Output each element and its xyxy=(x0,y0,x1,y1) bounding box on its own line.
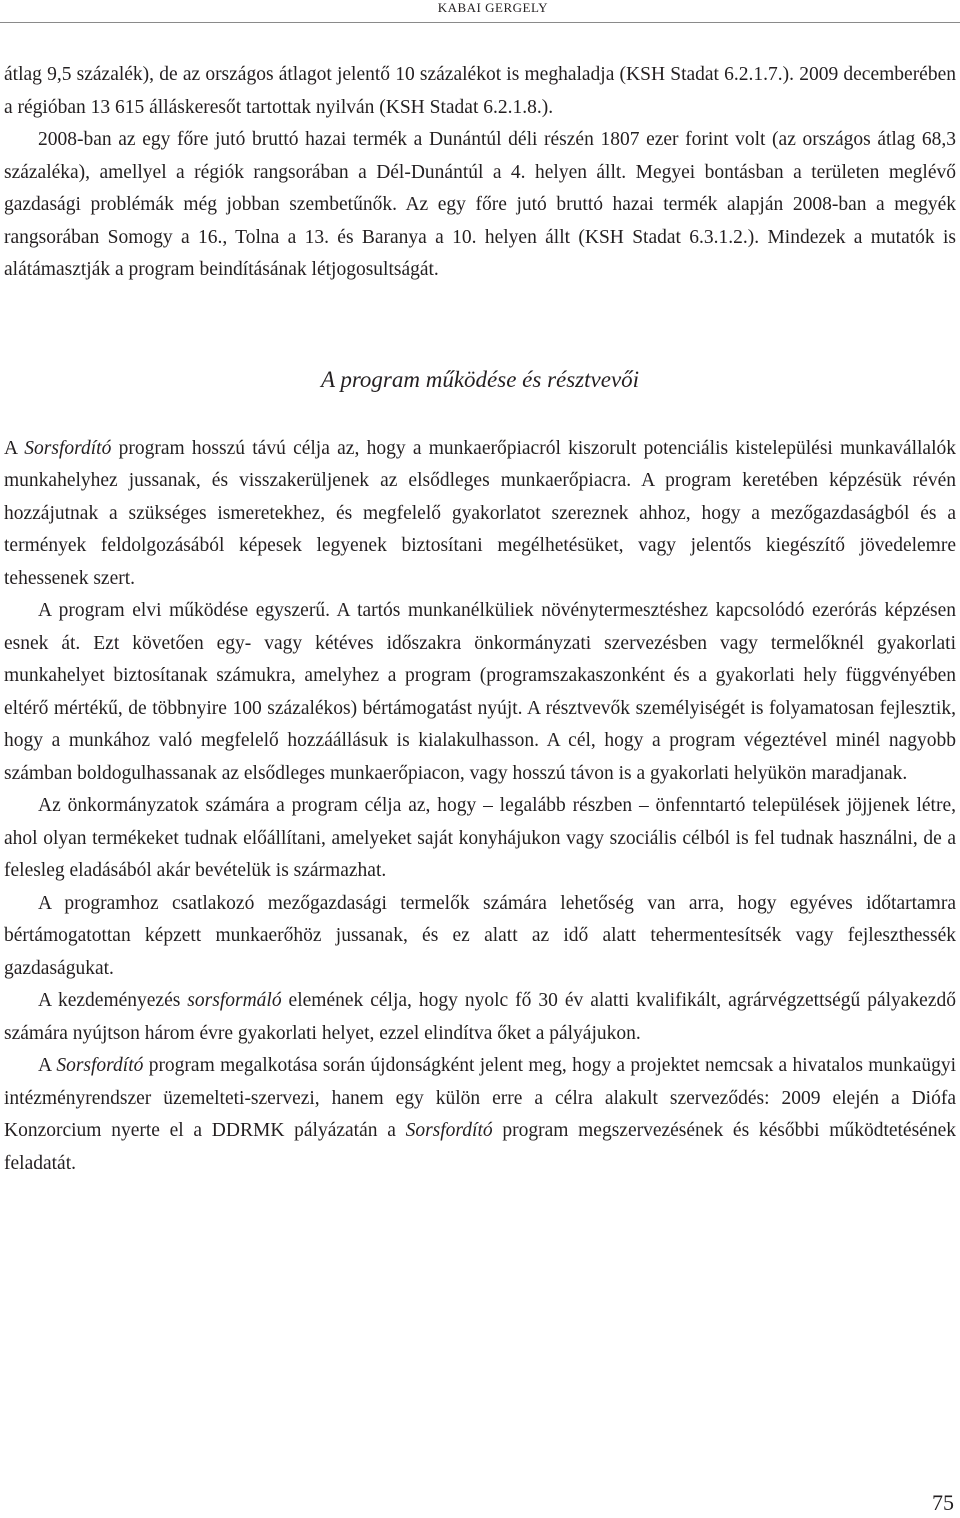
sorsformalo-italic: sorsformáló xyxy=(187,990,282,1011)
producers-paragraph: A programhoz csatlakozó mezőgazdasági termelők számára lehetőség van arra, hogy egyéves időtartamra bértámogatottan képzett munkaerőhöz jussanak, és ez alatt az idő alatt tehermentesítsék vagy fejleszthessék gazdaságukat. xyxy=(4,892,956,979)
program-name-italic: Sorsfordító xyxy=(56,1055,144,1076)
program-name-italic: Sorsfordító xyxy=(24,437,112,459)
program-operation-paragraph: A program elvi működése egyszerű. A tartós munkanélküliek növénytermesztéshez kapcsolódó ezerórás képzésen esnek át. Ezt követően egy- vagy kétéves időszakra önkormányzati szervezésben vagy termelőknél gyakorlati munkahelyet biztosítanak számukra, amelyhez a program (programszakaszonként és a gyakorlati hely függvényében eltérő mértékű, de többnyire 100 százalékos) bértámogatást nyújt. A résztvevők személyiségét is folyamatosan fejlesztik, hogy a munkához való megfelelő hozzáállásuk is kialakulhasson. A cél, hogy a program végeztével minél nagyobb számban boldogulhassanak az elsődleges munkaerőpiacon, vagy hosszú távon is a gyakorlati helyükön maradjanak. xyxy=(4,600,956,784)
gdp-paragraph: 2008-ban az egy főre jutó bruttó hazai termék a Dunántúl déli részén 1807 ezer forint volt (az országos átlag 68,3 százaléka), amellyel a régiók rangsorában a Dél-Dunántúl a 4. helyen állt. Megyei bontásban a területen meglévő gazdasági problémák még jobban szembetűnők. Az egy főre jutó bruttó hazai termék alapján 2008-ban a megyék rangsorában Somogy a 16., Tolna a 13. és Baranya a 10. helyen állt (KSH Stadat 6.3.1.2.). Mindezek a mutatók is alátámasztják a program beindításának létjogosultságát. xyxy=(4,129,956,280)
program-name-italic: Sorsfordító xyxy=(405,1120,493,1141)
young-graduates-paragraph: A kezdeményezés sorsformáló elemének célja, hogy nyolc fő 30 év alatti kvalifikált, agrárvégzettségű pályakezdő számára nyújtson három évre gyakorlati helyet, ezzel elindítva őket a pályájukon. xyxy=(4,990,956,1044)
page-number: 75 xyxy=(932,1490,954,1515)
running-header xyxy=(0,0,960,23)
program-goal-paragraph: A Sorsfordító program hosszú távú célja az, hogy a munkaerőpiacról kiszorult potenciális kistelepülési munkavállalók munkahelyhez jussanak, és visszakerüljenek az elsődleges munkaerőpiacra. A program keretében képzésük révén hozzájutnak a szükséges ismeretekhez, és megfelelő gyakorlatot szereznek ahhoz, hogy a mezőgazdaságból és a termények feldolgozásából képesek legyenek biztosítani megélhetésüket, vagy jelentős kiegészítő jövedelemre tehessenek szert. xyxy=(4,437,956,589)
running-title: KABAI GERGELY xyxy=(437,0,548,15)
consortium-paragraph: A Sorsfordító program megalkotása során újdonságként jelent meg, hogy a projektet nemcsak a hivatalos munkaügyi intézményrendszer üzemelteti-szervezi, hanem egy külön erre a célra alakult szerveződés: 2009 elején a Diófa Konzorcium nyerte el a DDRMK pályázatán a Sorsfordító program megszervezésének és későbbi működtetésének feladatát. xyxy=(4,1055,956,1174)
intro-paragraph: átlag 9,5 százalék), de az országos átlagot jelentő 10 százalékot is meghaladja (KSH Stadat 6.2.1.7.). 2009 decemberében a régióban 13 615 álláskeresőt tartottak nyilván (KSH Stadat 6.2.1.8.). xyxy=(4,64,956,118)
page-body xyxy=(4,59,956,1180)
section-heading: A program működése és résztvevői xyxy=(320,366,640,392)
municipalities-paragraph: Az önkormányzatok számára a program célja az, hogy – legalább részben – önfenntartó települések jöjjenek létre, ahol olyan termékeket tudnak előállítani, amelyeket saját konyhájukon vagy szociális célból is fel tudnak használni, de a felesleg eladásából akár bevételük is származhat. xyxy=(4,795,956,881)
